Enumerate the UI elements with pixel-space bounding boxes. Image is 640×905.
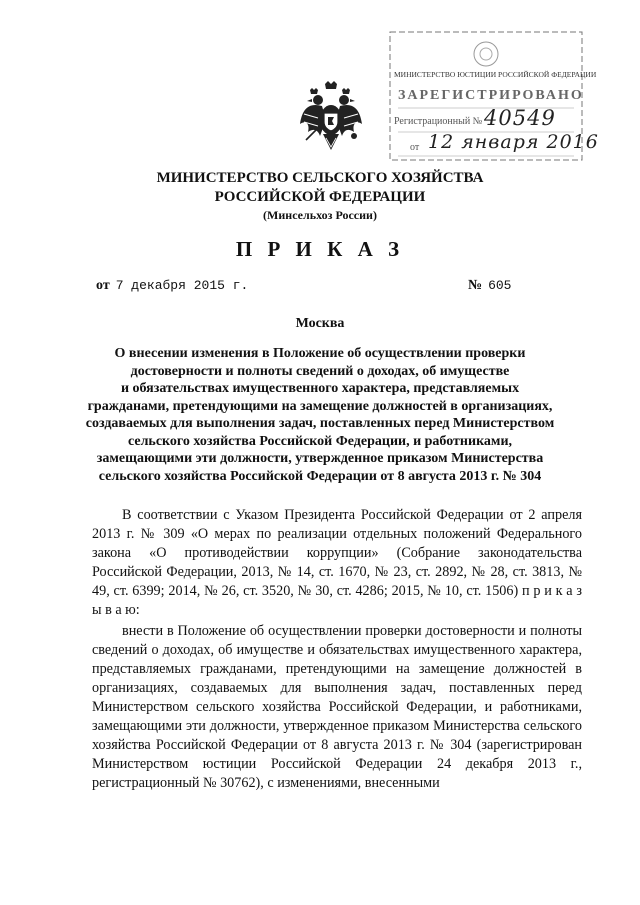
subject-line: достоверности и полноты сведений о доходах, об имуществе — [130, 363, 510, 379]
order-subject — [0, 345, 640, 485]
stamp-date-value: 12 января 2016 — [428, 131, 599, 153]
date-prefix: от — [96, 278, 110, 293]
coat-of-arms-emblem — [298, 80, 364, 152]
city-name: Москва — [295, 316, 345, 331]
ministry-name-line2: РОССИЙСКОЙ ФЕДЕРАЦИИ — [214, 189, 426, 205]
document-type-title: П Р И К А З — [235, 237, 405, 261]
ministry-short-name: (Минсельхоз России) — [263, 208, 377, 222]
subject-line: сельского хозяйства Российской Федерации от 8 августа 2013 г. № 304 — [98, 468, 542, 484]
subject-line: гражданами, претендующими на замещение должностей в организациях, — [87, 398, 553, 414]
body-paragraph-2: внести в Положение об осуществлении проверки достоверности и полноты сведений о доходах, об имуществе и обязательствах имущественного характера, представляемых гражданами, претендующими на замещение должностей в организациях, создаваемых для выполнения задач, поставленных перед Министерством сельского хозяйства Российской Федерации, и работниками, замещающими эти должности, утвержденное приказом Министерства сельского хозяйства Российской Федерации от 8 августа 2013 г. № 304 (зарегистрирован Министерством юстиции Российской Федерации 24 декабря 2013 г., регистрационный № 30762), с изменениями, внесенными — [92, 623, 582, 791]
stamp-registered-text: ЗАРЕГИСТРИРОВАНО — [398, 88, 584, 103]
subject-line: сельского хозяйства Российской Федерации, и работниками, — [127, 433, 513, 449]
order-number — [468, 278, 511, 294]
number-sign: № — [468, 278, 483, 293]
date-value: 7 декабря 2015 г. — [115, 278, 249, 293]
subject-line: О внесении изменения в Положение об осуществлении проверки — [114, 346, 526, 361]
registration-stamp — [388, 30, 599, 162]
stamp-date-label: от — [410, 142, 420, 153]
body-paragraph-1: В соответствии с Указом Президента Российской Федерации от 2 апреля 2013 г. № 309 «О мерах по реализации отдельных положений Федерального закона «О противодействии коррупции» (Собрание законодательства Российской Федерации, 2013, № 14, ст. 1670, № 23, ст. 2892, № 28, ст. 3813, № 49, ст. 6399; 2014, № 26, ст. 3520, № 30, ст. 4286; 2015, № 10, ст. 1506) п р и к а з ы в а ю: — [92, 507, 582, 618]
stamp-reg-number: 40549 — [484, 106, 556, 130]
stamp-reg-label: Регистрационный № — [394, 116, 483, 127]
ministry-name-line1: МИНИСТЕРСТВО СЕЛЬСКОГО ХОЗЯЙСТВА — [156, 170, 484, 186]
subject-line: и обязательствах имущественного характера, представляемых — [120, 381, 520, 396]
number-value: 605 — [488, 278, 512, 293]
order-body — [92, 506, 582, 793]
stamp-ministry-text: МИНИСТЕРСТВО ЮСТИЦИИ РОССИЙСКОЙ ФЕДЕРАЦИИ — [394, 70, 597, 79]
subject-line: создаваемых для выполнения задач, поставленных перед Министерством — [85, 416, 555, 431]
order-date — [96, 278, 248, 294]
subject-line: замещающими эти должности, утвержденное приказом Министерства — [96, 451, 544, 466]
